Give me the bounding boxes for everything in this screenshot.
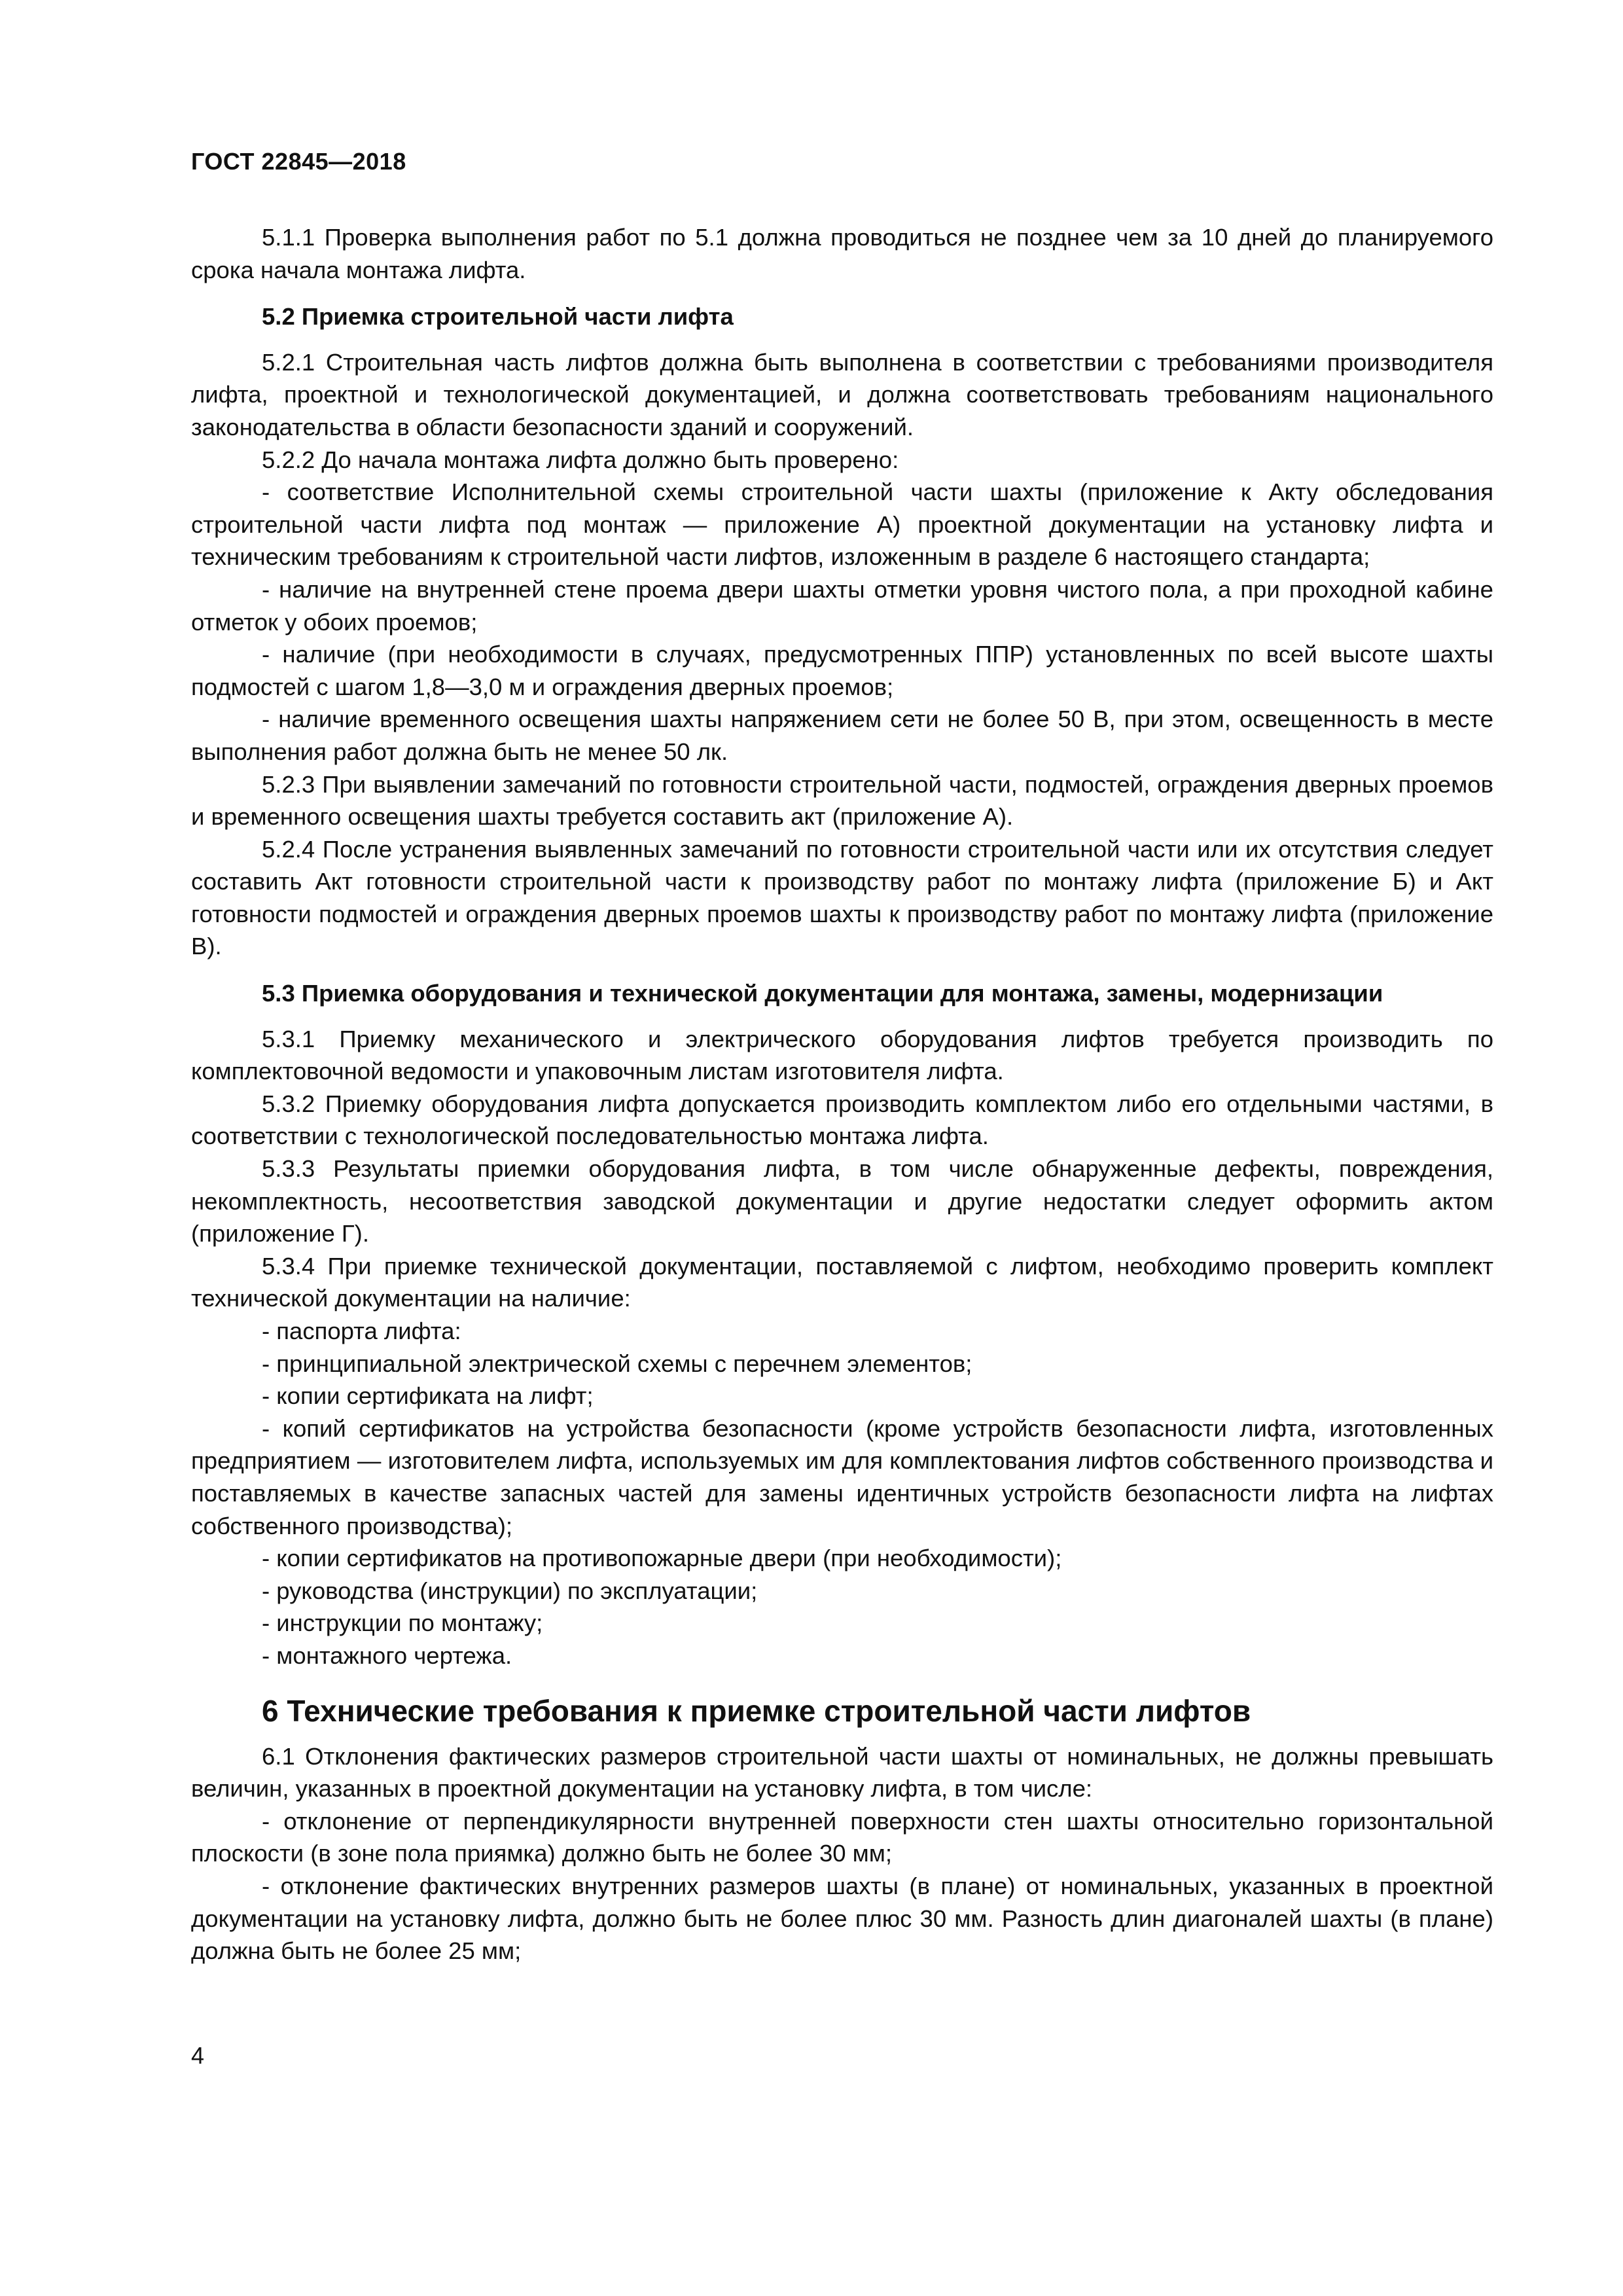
list-item-6-1-a: - отклонение от перпендикулярности внутренней поверхности стен шахты относительно горизонтальной плоскости (в зоне пола приямка) должно быть не более 30 мм; (191, 1807, 1493, 1867)
paragraph-5-3-1: 5.3.1 Приемку механического и электрического оборудования лифтов требуется производить по комплектовочной ведомости и упаковочным листам изготовителя лифта. (191, 1025, 1493, 1085)
paragraph-6-1: 6.1 Отклонения фактических размеров строительной части шахты от номинальных, не должны превышать величин, указанных в проектной документации на установку лифта, в том числе: (191, 1742, 1493, 1803)
subsection-heading-5-3: 5.3 Приемка оборудования и технической документации для монтажа, замены, модернизации (262, 980, 1383, 1007)
subsection-heading-5-2: 5.2 Приемка строительной части лифта (262, 303, 734, 331)
paragraph-5-2-2: 5.2.2 До начала монтажа лифта должно быть проверено: (262, 446, 899, 473)
paragraph-5-3-4: 5.3.4 При приемке технической документации, поставляемой с лифтом, необходимо проверить комплект технической документации на наличие: (191, 1252, 1493, 1312)
document-body (191, 221, 1493, 1967)
list-item-5-3-4-h: - монтажного чертежа. (262, 1641, 512, 1669)
list-item-5-3-4-b: - принципиальной электрической схемы с перечнем элементов; (262, 1350, 972, 1377)
list-item-5-3-4-a: - паспорта лифта: (262, 1318, 461, 1344)
paragraph-5-2-1: 5.2.1 Строительная часть лифтов должна быть выполнена в соответствии с требованиями производителя лифта, проектной и технологической документацией, и должна соответствовать требованиям национального законодательства в области безопасности зданий и сооружений. (191, 348, 1493, 440)
paragraph-5-2-4: 5.2.4 После устранения выявленных замечаний по готовности строительной части или их отсутствия следует составить Акт готовности строительной части к производству работ по монтажу лифта (приложение Б) и Акт готовности подмостей и ограждения дверных проемов шахты к производству работ по монтажу лифта (приложение В). (191, 835, 1493, 960)
paragraph-5-2-3: 5.2.3 При выявлении замечаний по готовности строительной части, подмостей, ограждения дверных проемов и временного освещения шахты требуется составить акт (приложение А). (191, 770, 1493, 831)
list-item-5-3-4-e: - копии сертификатов на противопожарные двери (при необходимости); (262, 1545, 1062, 1572)
paragraph-5-3-3: 5.3.3 Результаты приемки оборудования лифта, в том числе обнаруженные дефекты, повреждения, некомплектность, несоответствия заводской документации и другие недостатки следует оформить актом (приложение Г). (191, 1155, 1493, 1247)
paragraph-5-1-1: 5.1.1 Проверка выполнения работ по 5.1 должна проводиться не позднее чем за 10 дней до планируемого срока начала монтажа лифта. (191, 224, 1493, 283)
list-item-5-3-4-g: - инструкции по монтажу; (262, 1609, 543, 1637)
paragraph-5-3-2: 5.3.2 Приемку оборудования лифта допускается производить комплектом либо его отдельными частями, в соответствии с технологической последовательностью монтажа лифта. (191, 1090, 1493, 1150)
list-item-5-2-2-b: - наличие на внутренней стене проема двери шахты отметки уровня чистого пола, а при проходной кабине отметок у обоих проемов; (191, 575, 1493, 636)
list-item-5-2-2-d: - наличие временного освещения шахты напряжением сети не более 50 В, при этом, освещенность в месте выполнения работ должна быть не менее 50 лк. (191, 706, 1493, 765)
list-item-5-2-2-c: - наличие (при необходимости в случаях, предусмотренных ППР) установленных по всей высоте шахты подмостей с шагом 1,8—3,0 м и ограждения дверных проемов; (191, 641, 1493, 700)
document-header: ГОСТ 22845—2018 (191, 148, 406, 175)
list-item-5-3-4-c: - копии сертификата на лифт; (262, 1382, 594, 1410)
page-number: 4 (191, 2042, 205, 2069)
list-item-5-2-2-a: - соответствие Исполнительной схемы строительной части шахты (приложение к Акту обследования строительной части лифта под монтаж — приложение А) проектной документации на установку лифта и техническим требованиям к строительной части лифтов, изложенным в разделе 6 настоящего стандарта; (191, 478, 1493, 571)
section-heading-6: 6 Технические требования к приемке строительной части лифтов (262, 1693, 1251, 1728)
list-item-5-3-4-f: - руководства (инструкции) по эксплуатации; (262, 1577, 758, 1604)
list-item-6-1-b: - отклонение фактических внутренних размеров шахты (в плане) от номинальных, указанных в проектной документации на установку лифта, должно быть не более плюс 30 мм. Разность длин диагоналей шахты (в плане) должна быть не более 25 мм; (191, 1872, 1493, 1965)
list-item-5-3-4-d: - копий сертификатов на устройства безопасности (кроме устройств безопасности лифта, изготовленных предприятием — изготовителем лифта, используемых им для комплектования лифтов собственного производства и поставляемых в качестве запасных частей для замены идентичных устройств безопасности лифта на лифтах собственного производства); (191, 1414, 1493, 1539)
